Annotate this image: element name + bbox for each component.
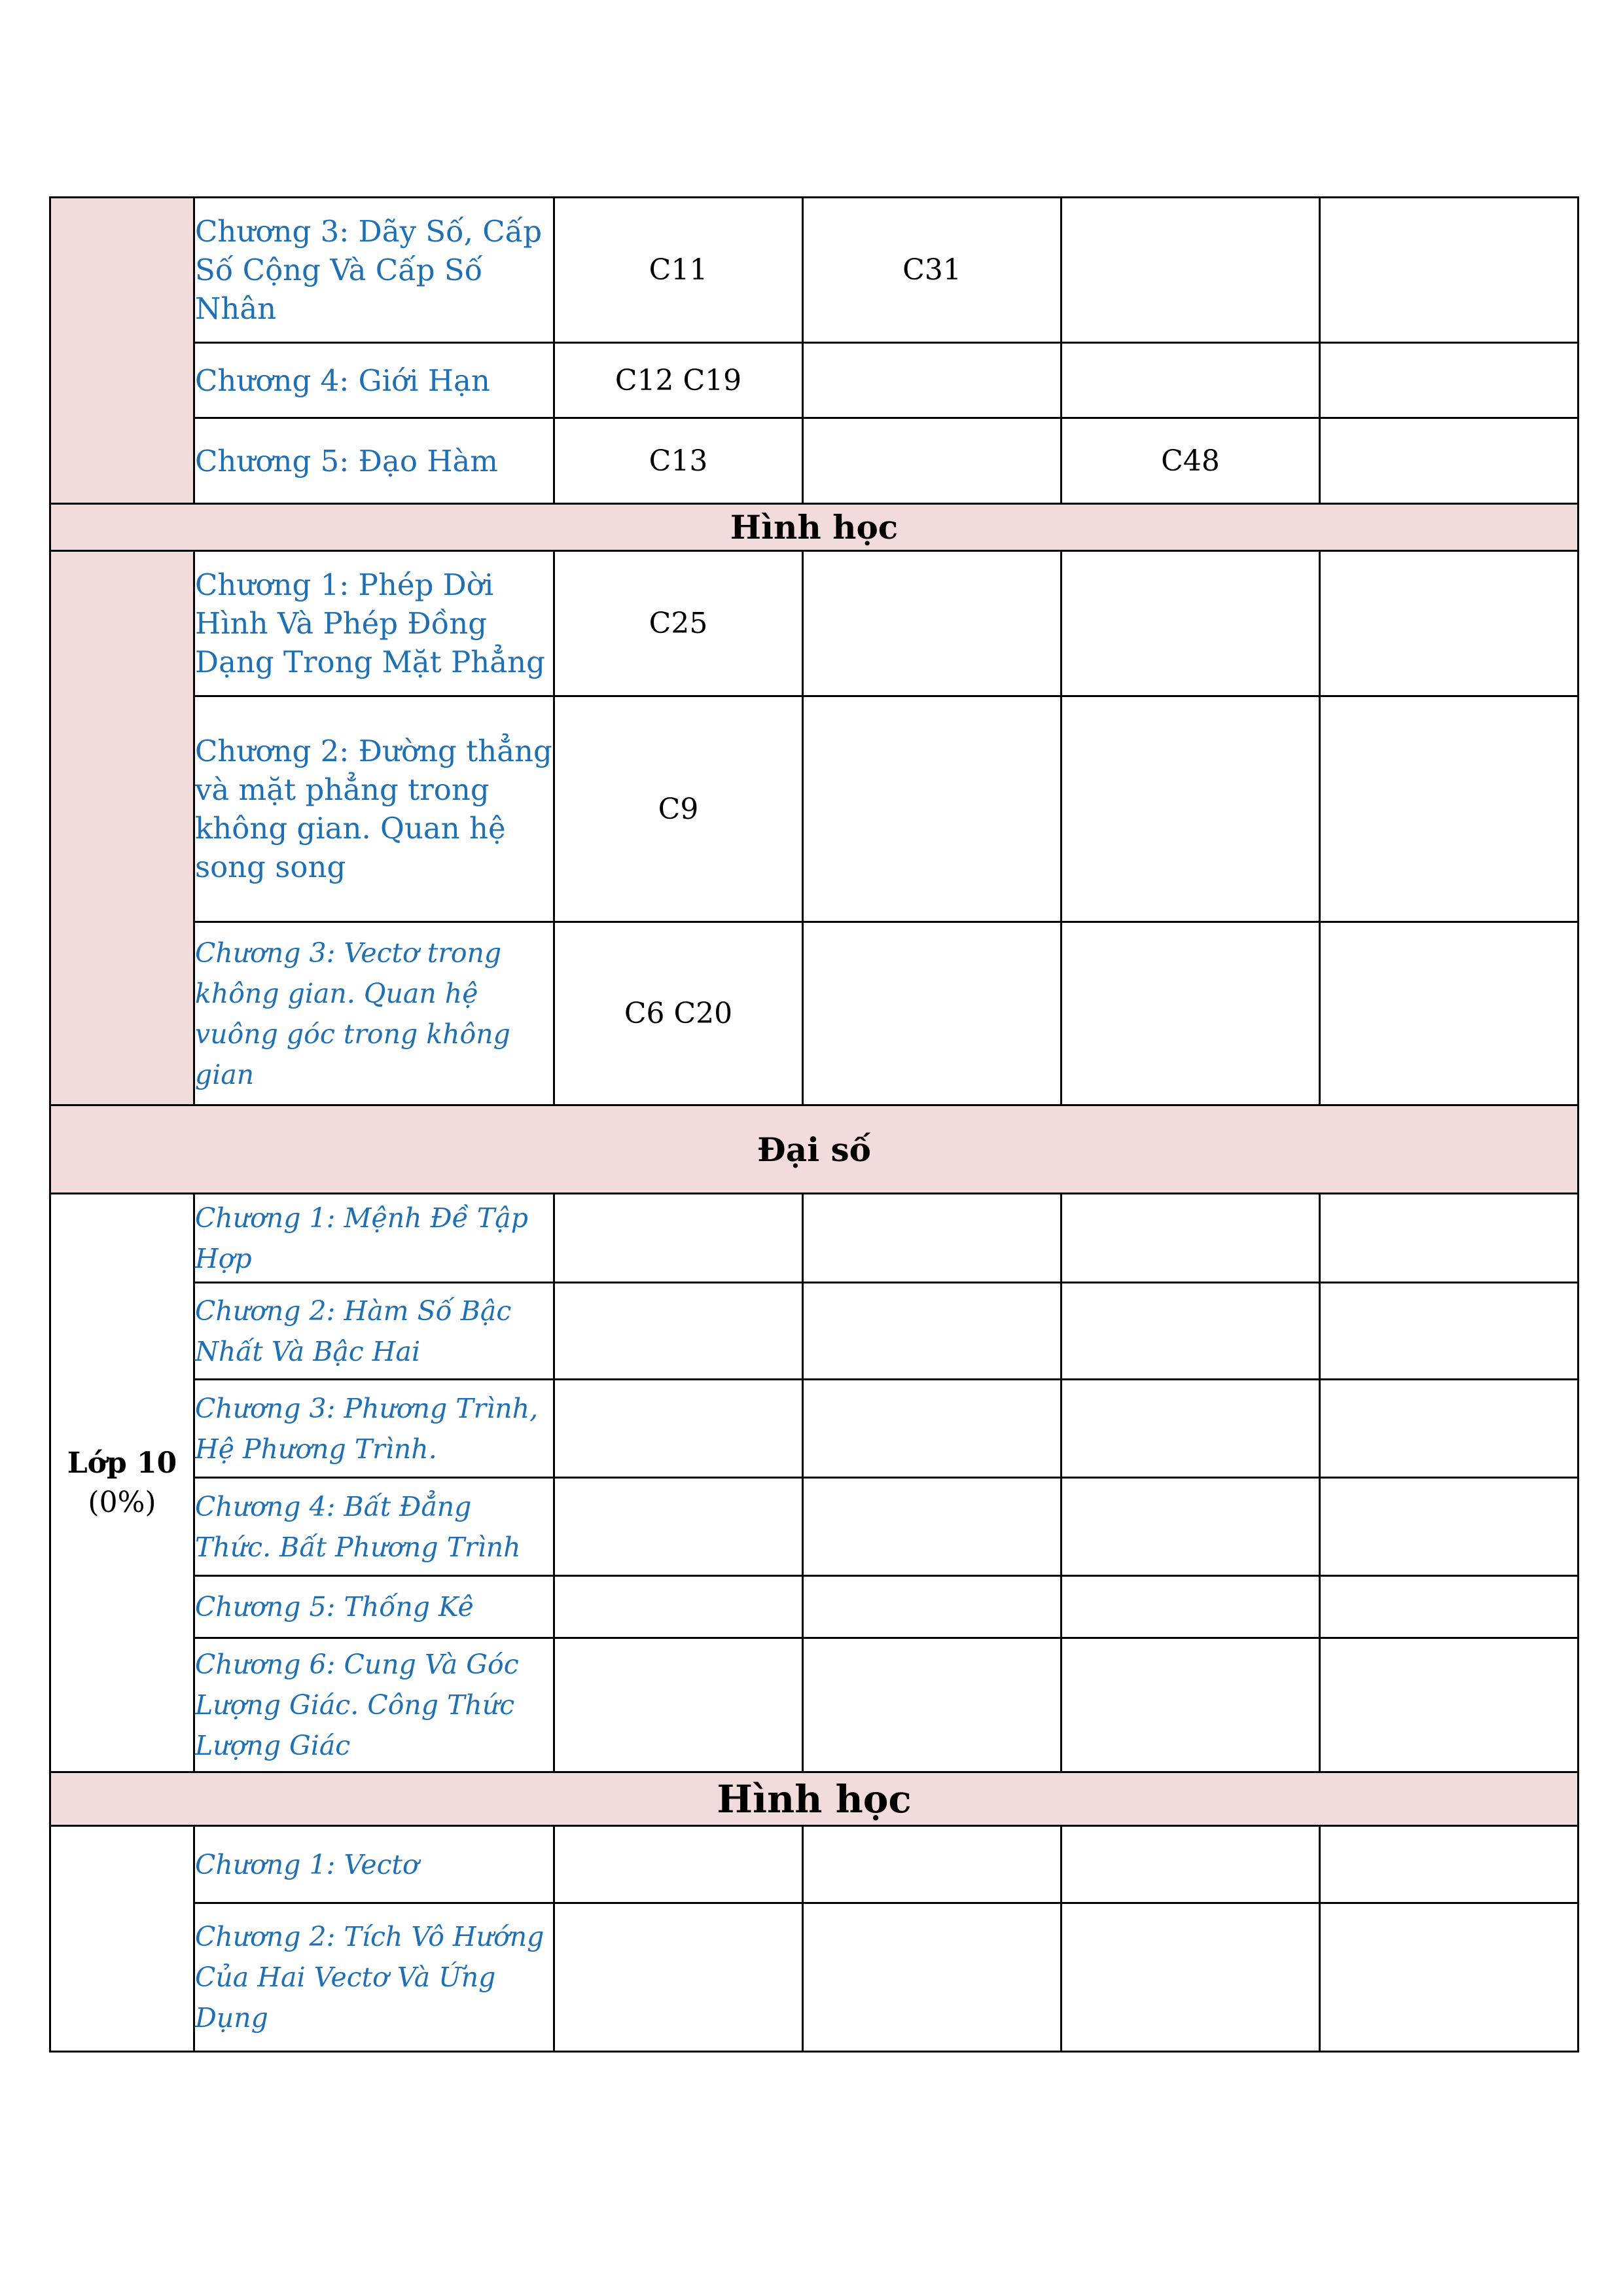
question-cell bbox=[1320, 198, 1578, 343]
topic-cell: Chương 5: Đạo Hàm bbox=[194, 418, 554, 504]
exam-matrix-table bbox=[49, 196, 1579, 2053]
topic-cell: Chương 3: Phương Trình, Hệ Phương Trình. bbox=[194, 1380, 554, 1478]
question-cell bbox=[1320, 1380, 1578, 1478]
question-cell bbox=[1061, 922, 1320, 1105]
section-header-row bbox=[50, 1772, 1578, 1826]
question-cell bbox=[554, 1903, 803, 2052]
question-cell: C31 bbox=[803, 198, 1061, 343]
topic-cell: Chương 4: Giới Hạn bbox=[194, 343, 554, 418]
question-cell bbox=[1061, 1283, 1320, 1380]
topic-cell: Chương 3: Vectơ trong không gian. Quan hệ vuông góc trong không gian bbox=[194, 922, 554, 1105]
topic-cell: Chương 1: Vectơ bbox=[194, 1826, 554, 1903]
grade-cell-lop11-geometry bbox=[50, 551, 194, 1105]
question-cell bbox=[1061, 1826, 1320, 1903]
question-cell bbox=[1061, 1576, 1320, 1638]
question-cell bbox=[1320, 551, 1578, 696]
table-row bbox=[50, 696, 1578, 922]
question-cell bbox=[1061, 696, 1320, 922]
question-cell bbox=[1320, 922, 1578, 1105]
question-cell: C9 bbox=[554, 696, 803, 922]
question-cell bbox=[803, 1576, 1061, 1638]
question-cell bbox=[1320, 1826, 1578, 1903]
section-header-row bbox=[50, 1105, 1578, 1194]
question-cell bbox=[554, 1478, 803, 1576]
question-cell: C48 bbox=[1061, 418, 1320, 504]
question-cell bbox=[1320, 1283, 1578, 1380]
section-title: Đại số bbox=[50, 1105, 1578, 1194]
question-cell bbox=[1061, 1478, 1320, 1576]
question-cell bbox=[803, 1638, 1061, 1772]
table-row bbox=[50, 198, 1578, 343]
topic-cell: Chương 1: Mệnh Đề Tập Hợp bbox=[194, 1194, 554, 1283]
table-row bbox=[50, 343, 1578, 418]
table-row bbox=[50, 1638, 1578, 1772]
question-cell bbox=[1061, 1638, 1320, 1772]
topic-cell: Chương 4: Bất Đẳng Thức. Bất Phương Trình bbox=[194, 1478, 554, 1576]
question-cell bbox=[1320, 343, 1578, 418]
grade-percentage: (0%) bbox=[88, 1485, 156, 1519]
table-row bbox=[50, 1380, 1578, 1478]
question-cell bbox=[803, 1826, 1061, 1903]
question-cell bbox=[803, 418, 1061, 504]
question-cell bbox=[803, 1380, 1061, 1478]
question-cell bbox=[1061, 343, 1320, 418]
table-row bbox=[50, 1576, 1578, 1638]
question-cell bbox=[803, 696, 1061, 922]
grade-cell-lop10-geometry bbox=[50, 1826, 194, 2052]
question-cell bbox=[1320, 1576, 1578, 1638]
topic-cell: Chương 6: Cung Và Góc Lượng Giác. Công Thức Lượng Giác bbox=[194, 1638, 554, 1772]
question-cell bbox=[554, 1283, 803, 1380]
table-row bbox=[50, 1478, 1578, 1576]
section-header-row bbox=[50, 504, 1578, 551]
question-cell bbox=[1320, 696, 1578, 922]
question-cell bbox=[554, 1638, 803, 1772]
topic-cell: Chương 3: Dãy Số, Cấp Số Cộng Và Cấp Số Nhân bbox=[194, 198, 554, 343]
topic-cell: Chương 2: Đường thẳng và mặt phẳng trong không gian. Quan hệ song song bbox=[194, 696, 554, 922]
question-cell: C12 C19 bbox=[554, 343, 803, 418]
table-row bbox=[50, 551, 1578, 696]
question-cell bbox=[554, 1576, 803, 1638]
question-cell bbox=[1320, 1194, 1578, 1283]
question-cell bbox=[554, 1826, 803, 1903]
question-cell bbox=[803, 1194, 1061, 1283]
question-cell bbox=[1061, 1380, 1320, 1478]
question-cell bbox=[1061, 551, 1320, 696]
question-cell: C11 bbox=[554, 198, 803, 343]
question-cell bbox=[1061, 1903, 1320, 2052]
topic-cell: Chương 5: Thống Kê bbox=[194, 1576, 554, 1638]
question-cell: C25 bbox=[554, 551, 803, 696]
table-row bbox=[50, 1283, 1578, 1380]
section-title: Hình học bbox=[50, 1772, 1578, 1826]
table-row bbox=[50, 1826, 1578, 1903]
question-cell bbox=[554, 1194, 803, 1283]
grade-title: Lớp 10 bbox=[67, 1446, 177, 1480]
question-cell bbox=[803, 922, 1061, 1105]
table-row bbox=[50, 922, 1578, 1105]
question-cell bbox=[1061, 1194, 1320, 1283]
section-title: Hình học bbox=[50, 504, 1578, 551]
table-row bbox=[50, 1194, 1578, 1283]
grade-cell-lop10 bbox=[50, 1194, 194, 1772]
question-cell bbox=[1320, 418, 1578, 504]
topic-cell: Chương 2: Tích Vô Hướng Của Hai Vectơ Và Ứng Dụng bbox=[194, 1903, 554, 2052]
question-cell bbox=[1061, 198, 1320, 343]
question-cell bbox=[803, 551, 1061, 696]
question-cell: C13 bbox=[554, 418, 803, 504]
question-cell bbox=[803, 1903, 1061, 2052]
topic-cell: Chương 1: Phép Dời Hình Và Phép Đồng Dạng Trong Mặt Phẳng bbox=[194, 551, 554, 696]
question-cell bbox=[1320, 1638, 1578, 1772]
table-row bbox=[50, 1903, 1578, 2052]
table-row bbox=[50, 418, 1578, 504]
question-cell bbox=[803, 343, 1061, 418]
question-cell bbox=[1320, 1478, 1578, 1576]
question-cell bbox=[803, 1283, 1061, 1380]
question-cell bbox=[803, 1478, 1061, 1576]
question-cell bbox=[1320, 1903, 1578, 2052]
question-cell: C6 C20 bbox=[554, 922, 803, 1105]
topic-cell: Chương 2: Hàm Số Bậc Nhất Và Bậc Hai bbox=[194, 1283, 554, 1380]
grade-cell-lop11-algebra bbox=[50, 198, 194, 504]
question-cell bbox=[554, 1380, 803, 1478]
